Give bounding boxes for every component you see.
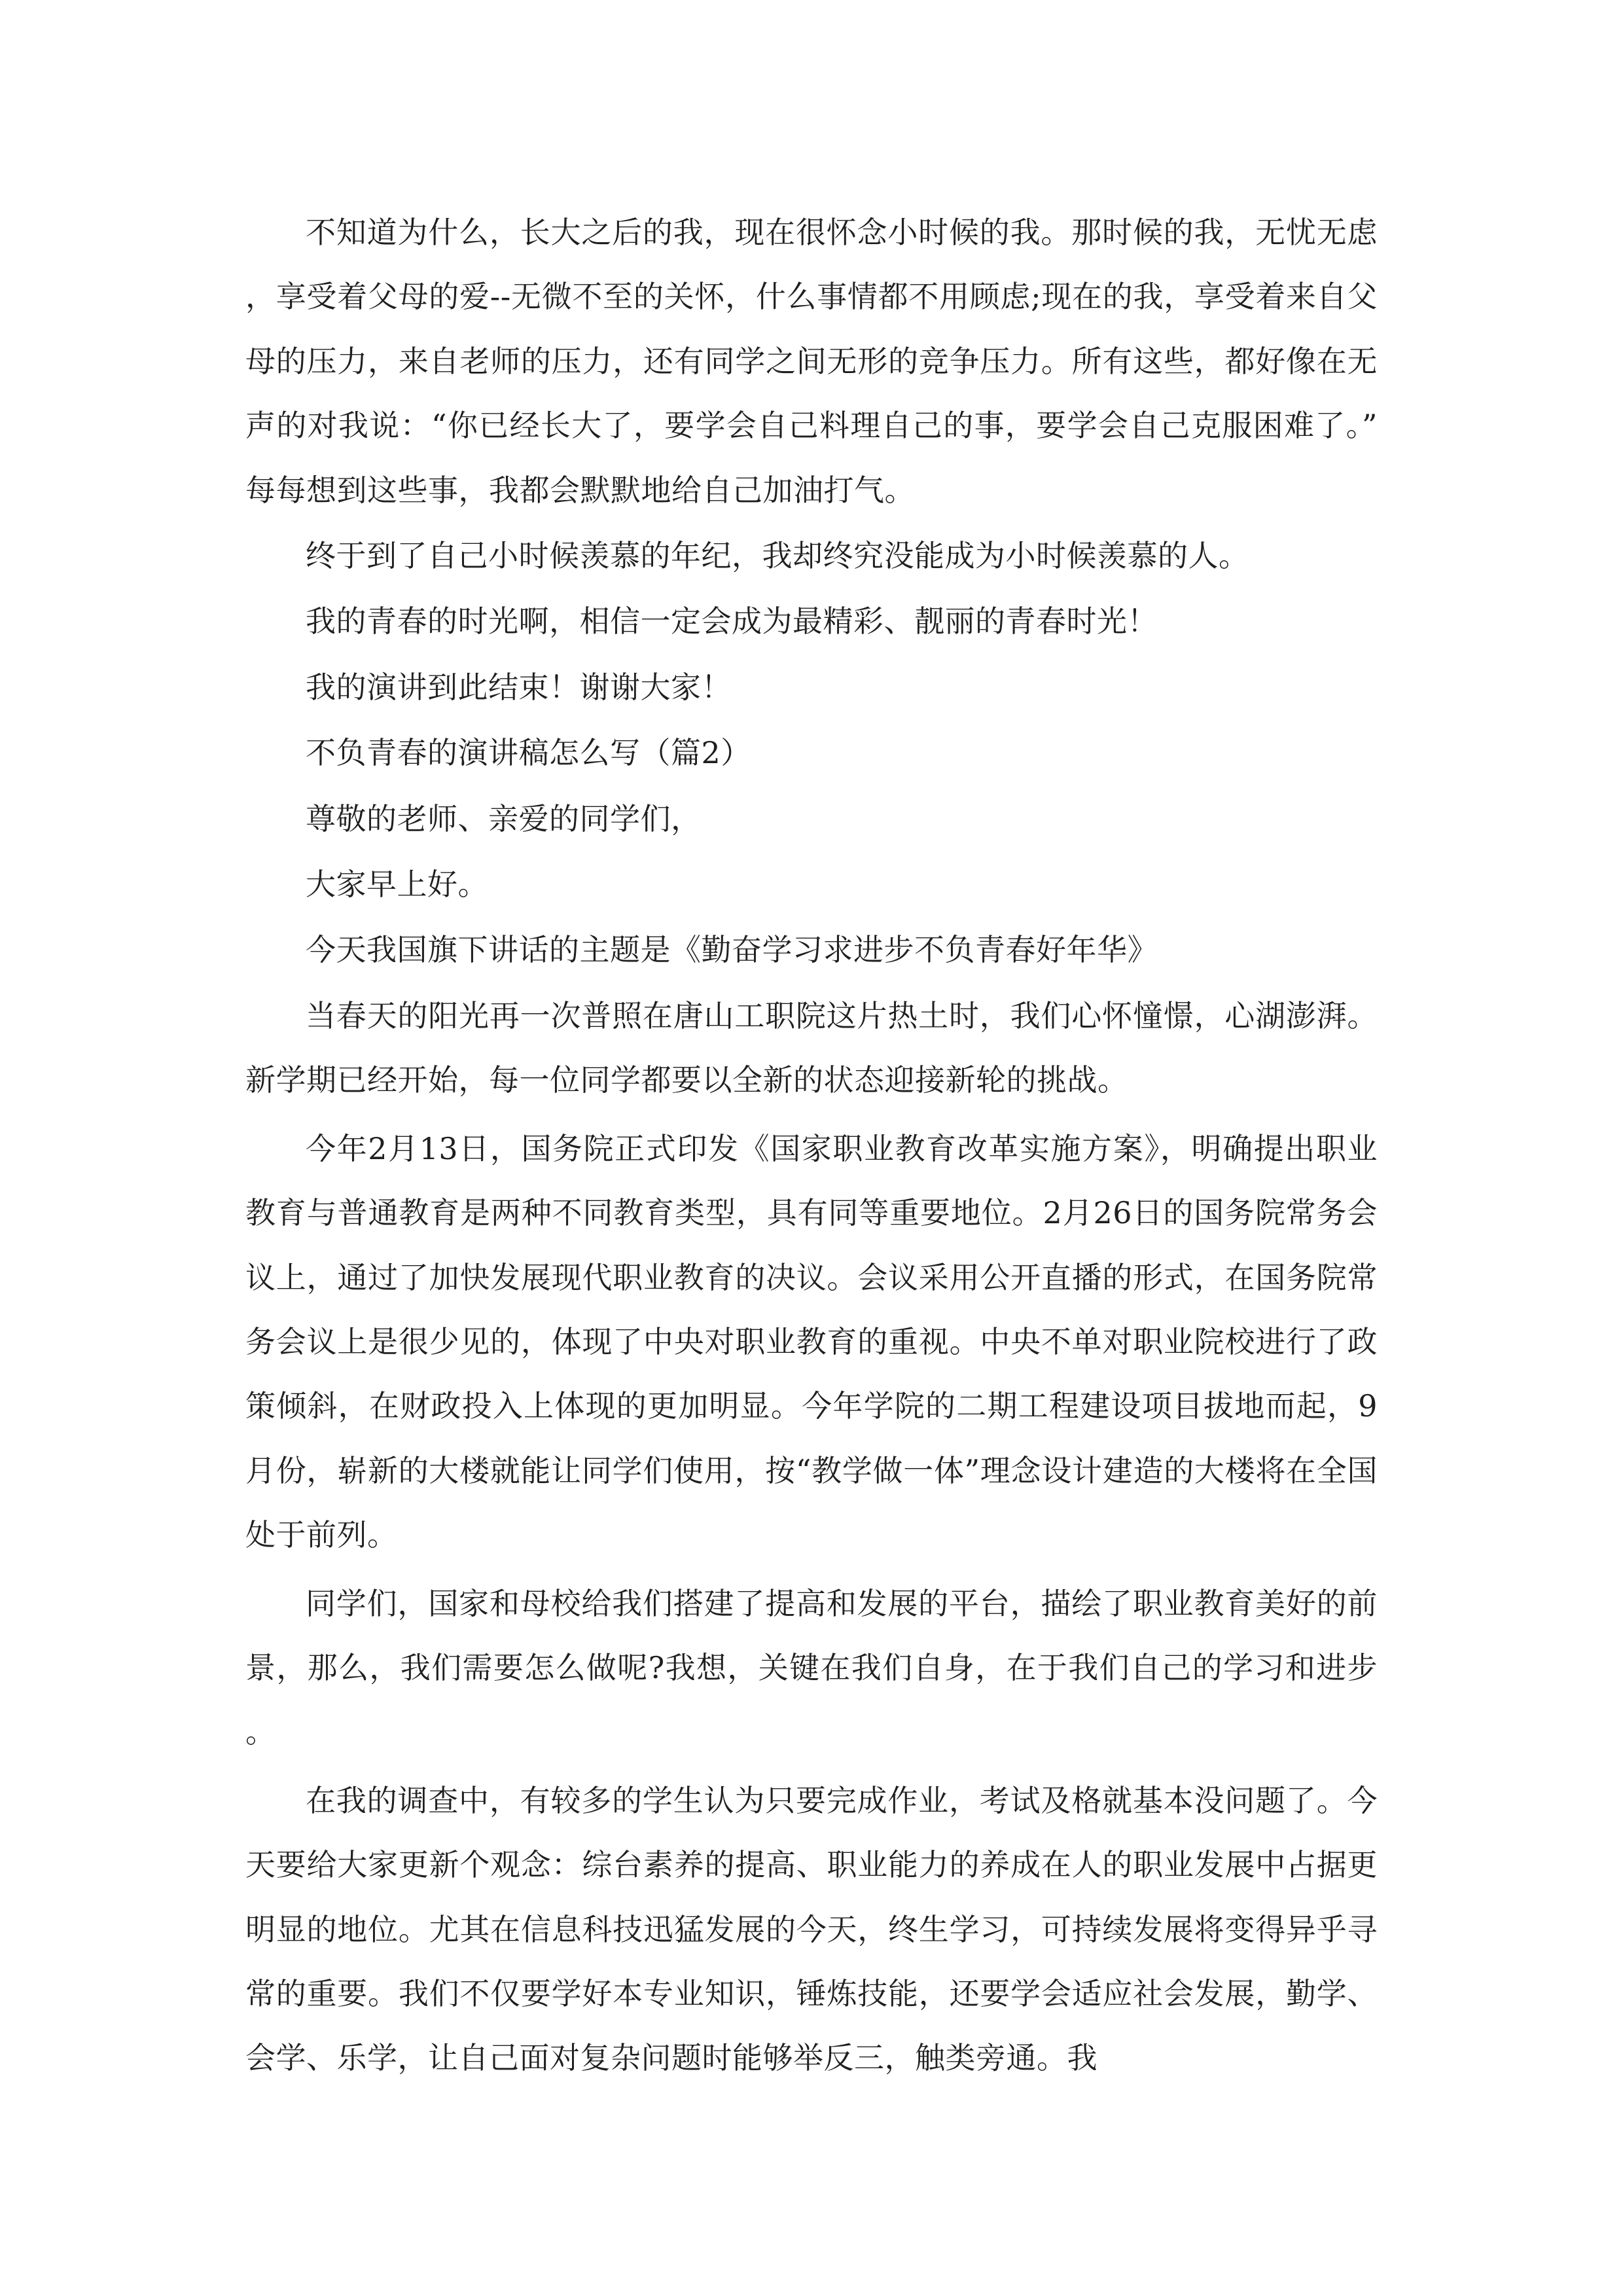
paragraph-vocational-reform: 今年2月13日，国务院正式印发《国家职业教育改革实施方案》，明确提出职业教育与普通教育是两种不同教育类型，具有同等重要地位。2月26日的国务院常务会议上，通过了加快发展现代职业教育的决议。会议采用公开直播的形式，在国务院常务会议上是很少见的，体现了中央对职业教育的重视。中央不单对职业院校进行了政策倾斜，在财政投入上体现的更加明显。今年学院的二期工程建设项目拔地而起，9月份，崭新的大楼就能让同学们使用，按“教学做一体”理念设计建造的大楼将在全国处于前列。 xyxy=(245,1130,1378,1553)
section-heading-part-2: 不负青春的演讲稿怎么写（篇2） xyxy=(306,735,751,771)
paragraph-speech-end: 我的演讲到此结束！谢谢大家！ xyxy=(306,669,732,705)
paragraph-salutation: 尊敬的老师、亲爱的同学们， xyxy=(306,800,702,836)
paragraph-spring-semester: 当春天的阳光再一次普照在唐山工职院这片热土时，我们心怀憧憬，心湖澎湃。新学期已经开始，每一位同学都要以全新的状态迎接新轮的挑战。 xyxy=(245,997,1378,1098)
paragraph-speech-topic: 今天我国旗下讲话的主题是《勤奋学习求进步不负青春好年华》 xyxy=(306,932,1158,968)
paragraph-greeting: 大家早上好。 xyxy=(306,867,488,903)
paragraph-platform: 同学们，国家和母校给我们搭建了提高和发展的平台，描绘了职业教育美好的前景，那么，我们需要怎么做呢?我想，关键在我们自身，在于我们自己的学习和进步。 xyxy=(245,1585,1378,1750)
paragraph-envy: 终于到了自己小时候羡慕的年纪，我却终究没能成为小时候羡慕的人。 xyxy=(306,538,1249,574)
paragraph-childhood-memories: 不知道为什么，长大之后的我，现在很怀念小时候的我。那时候的我，无忧无虑，享受着父母的爱--无微不至的关怀，什么事情都不用顾虑;现在的我，享受着来自父母的压力，来自老师的压力，还有同学之间无形的竞争压力。所有这些，都好像在无声的对我说：“你已经长大了，要学会自己料理自己的事，要学会自己克服困难了。”每每想到这些事，我都会默默地给自己加油打气。 xyxy=(245,215,1378,508)
paragraph-youth-time: 我的青春的时光啊，相信一定会成为最精彩、靓丽的青春时光！ xyxy=(306,603,1158,639)
paragraph-survey: 在我的调查中，有较多的学生认为只要完成作业，考试及格就基本没问题了。今天要给大家更新个观念：综台素养的提高、职业能力的养成在人的职业发展中占据更明显的地位。尤其在信息科技迅猛发展的今天，终生学习，可持续发展将变得异乎寻常的重要。我们不仅要学好本专业知识，锤炼技能，还要学会适应社会发展，勤学、会学、乐学，让自己面对复杂问题时能够举反三，触类旁通。我 xyxy=(245,1782,1378,2076)
document-body xyxy=(245,200,1378,2090)
